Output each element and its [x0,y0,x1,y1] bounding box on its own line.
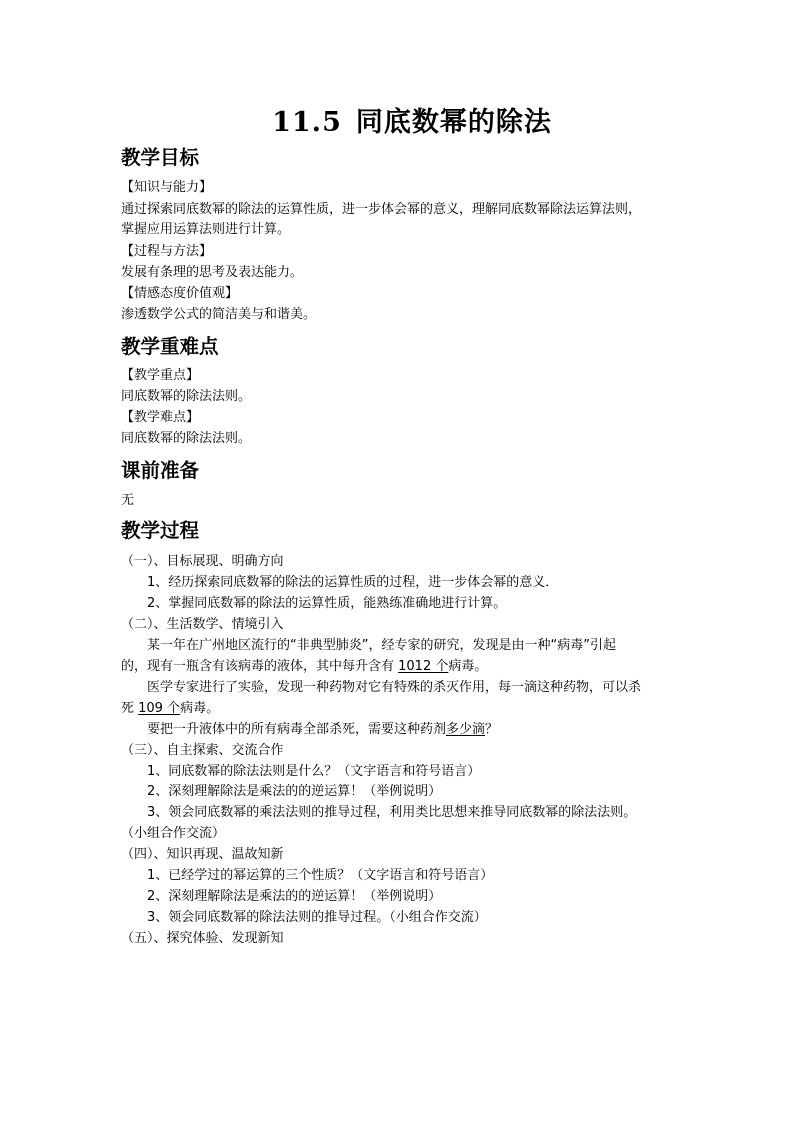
process-section1-item1: 1、经历探索同底数幂的除法的运算性质的过程，进一步体会幂的意义． [147,575,559,590]
process-section4-item2: 2、深刻理解除法是乘法的的逆运算！（举例说明） [147,889,442,904]
key-focus-text: 同底数幂的除法法则。 [121,389,252,404]
goal-knowledge-line1: 通过探索同底数幂的除法的运算性质，进一步体会幂的意义，理解同底数幂除法运算法则， [121,202,642,217]
page-title [0,100,794,139]
para1-line2-pre: 的，现有一瓶含有该病毒的液体，其中每升含有 [121,659,399,674]
question-pre: 要把一升液体中的所有病毒全部杀死，需要这种药剂 [147,722,447,737]
goal-knowledge-label: 【知识与能力】 [121,180,213,195]
goal-emotion-text: 渗透数学公式的简洁美与和谐美。 [121,307,317,322]
process-section4-item3: 3、领会同底数幂的除法法则的推导过程。（小组合作交流） [147,910,487,925]
goal-process-label: 【过程与方法】 [121,244,213,259]
process-section3-item3-cont: （小组合作交流） [121,826,226,841]
process-section4-item1: 1、已经学过的幂运算的三个性质？（文字语言和符号语言） [147,868,494,883]
question-how-many-drops: 多少滴 [446,722,486,737]
virus-count-per-liter: 1012 个 [398,659,449,674]
process-section2-para1-line1: 某一年在广州地区流行的“非典型肺炎”，经专家的研究，发现是由一种“病毒”引起 [147,638,616,653]
title-text: 同底数幂的除法 [355,107,552,138]
heading-goals: 教学目标 [121,146,200,169]
para2-line2-pre: 死 [121,701,139,716]
heading-preparation: 课前准备 [121,459,200,482]
para2-line2-post: 病毒。 [180,701,220,716]
virus-count-per-drop: 109 个 [138,701,181,716]
question-post: ？ [485,722,499,737]
process-section1-title: （一）、目标展现、明确方向 [121,554,284,569]
goal-emotion-label: 【情感态度价值观】 [121,286,239,301]
goal-process-text: 发展有条理的思考及表达能力。 [121,265,304,280]
process-section2-para1-line2 [121,657,487,677]
heading-key-points: 教学重难点 [121,335,219,358]
key-difficulty-text: 同底数幂的除法法则。 [121,431,252,446]
process-section3-item1: 1、同底数幂的除法法则是什么？（文字语言和符号语言） [147,764,481,779]
process-section2-title: （二）、生活数学、情境引入 [121,617,284,632]
process-section2-para2-line1: 医学专家进行了实验，发现一种药物对它有特殊的杀灭作用，每一滴这种药物，可以杀 [147,680,642,695]
process-section3-item3: 3、领会同底数幂的乘法法则的推导过程，利用类比思想来推导同底数幂的除法法则。 [147,805,637,820]
goal-knowledge-line2: 掌握应用运算法则进行计算。 [121,222,291,237]
para1-line2-post: 病毒。 [448,659,488,674]
preparation-text: 无 [121,493,135,508]
process-section2-para2-line2 [121,699,219,719]
title-number: 11.5 [272,107,342,138]
key-difficulty-label: 【教学难点】 [121,410,200,425]
process-section1-item2: 2、掌握同底数幂的除法的运算性质，能熟练准确地进行计算。 [147,596,507,611]
heading-process: 教学过程 [121,519,200,542]
process-section4-title: （四）、知识再现、温故知新 [121,847,284,862]
process-section2-question [147,720,498,740]
process-section5-title: （五）、探究体验、发现新知 [121,931,284,946]
process-section3-item2: 2、深刻理解除法是乘法的的逆运算！（举例说明） [147,784,442,799]
key-focus-label: 【教学重点】 [121,368,200,383]
process-section3-title: （三）、自主探索、交流合作 [121,743,284,758]
